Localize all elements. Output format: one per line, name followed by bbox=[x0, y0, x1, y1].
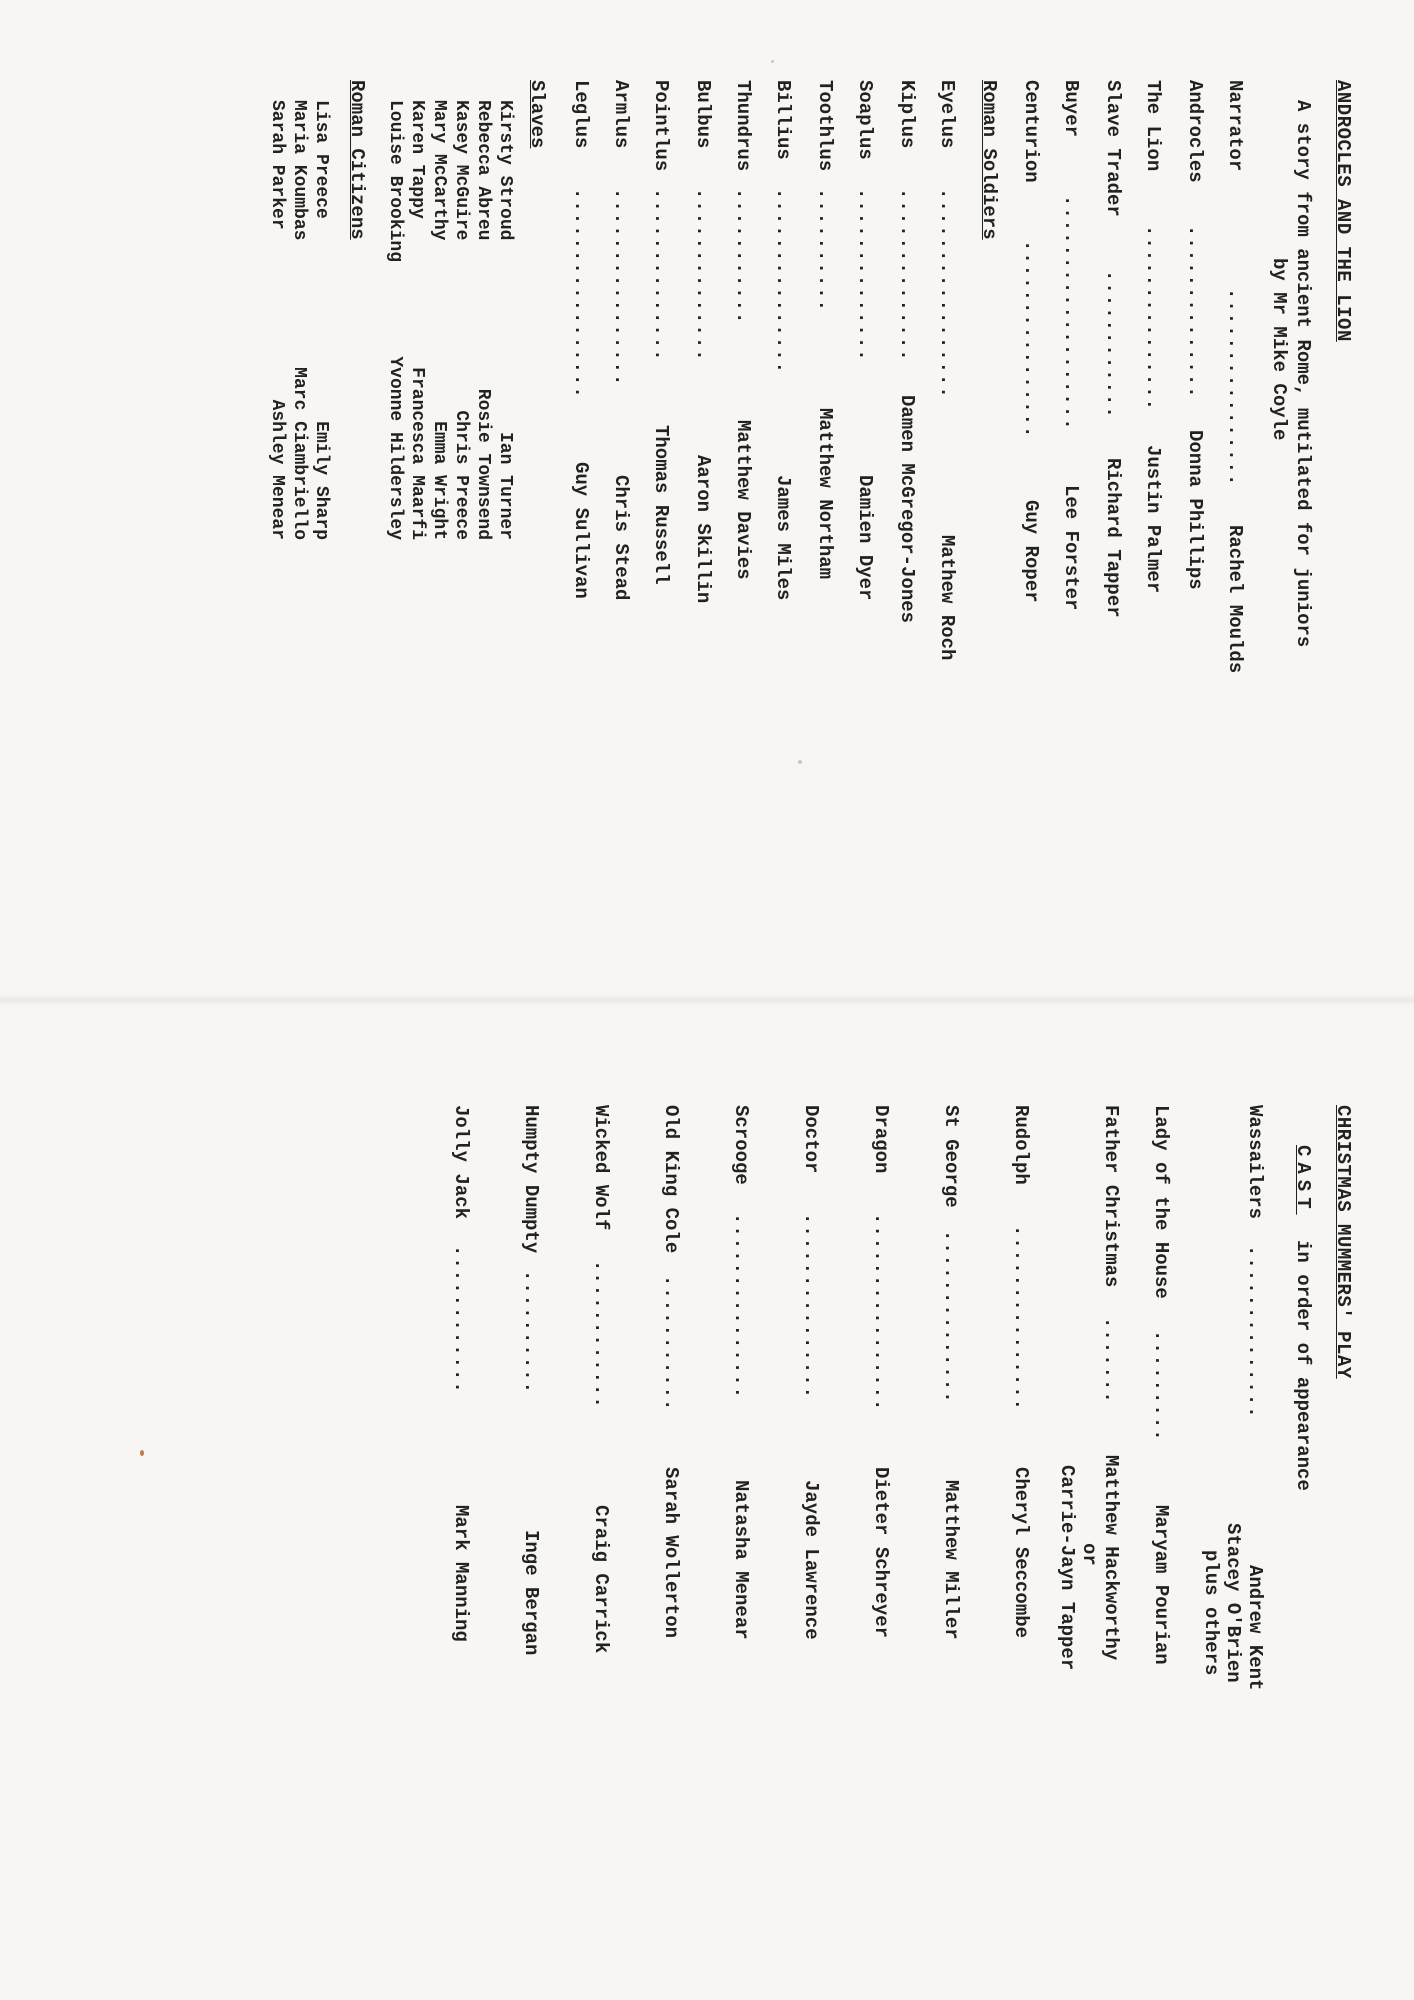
role-name: Father Christmas bbox=[1100, 1105, 1122, 1288]
leader-dots: ............... bbox=[800, 1213, 822, 1400]
leader-dots: ................ bbox=[1020, 240, 1042, 439]
cast-row-androcles bbox=[1178, 80, 1206, 900]
role-name: Armlus bbox=[610, 80, 632, 149]
citizens-list-left bbox=[266, 100, 332, 240]
cast-row-buyer bbox=[1054, 80, 1082, 900]
role-name: Jolly Jack bbox=[450, 1105, 472, 1220]
leader-dots: .......... bbox=[520, 1270, 542, 1395]
cast-row-thundrus bbox=[726, 80, 754, 900]
cast-row-leglus bbox=[564, 80, 592, 900]
list-item: Yvonne Hildersley bbox=[385, 356, 405, 540]
note-text: or bbox=[1078, 1543, 1100, 1566]
actor-name: Lee Forster bbox=[1060, 485, 1082, 611]
leader-dots: ....... bbox=[1100, 1317, 1122, 1404]
cast-row-toothlus bbox=[808, 80, 836, 900]
cast-row-st-george bbox=[934, 1105, 962, 1965]
role-name: Eyelus bbox=[936, 80, 958, 149]
actor-name: Thomas Russell bbox=[650, 425, 672, 585]
slaves-heading: Slaves bbox=[526, 80, 548, 149]
leader-dots: ................ bbox=[1224, 288, 1246, 487]
roman-soldiers-heading: Roman Soldiers bbox=[978, 80, 1000, 240]
role-name: Rudolph bbox=[1010, 1105, 1032, 1185]
actor-name: Rachel Moulds bbox=[1224, 525, 1246, 674]
actor-name: James Miles bbox=[772, 475, 794, 601]
role-name: Slave Trader bbox=[1102, 80, 1124, 217]
leader-dots: ................ bbox=[610, 188, 632, 387]
leader-dots: ........... bbox=[660, 1275, 682, 1412]
cast-label: CAST bbox=[1292, 1145, 1314, 1215]
list-item: Louise Brooking bbox=[385, 100, 405, 263]
list-item: Kirsty Stroud bbox=[495, 100, 515, 241]
actor-name: Guy Roper bbox=[1020, 500, 1042, 603]
actor-name: Mathew Roch bbox=[936, 535, 958, 661]
cast-row-dragon bbox=[864, 1105, 892, 1965]
list-item: Francesca Maarfi bbox=[407, 367, 427, 540]
actor-name: Maryam Pourian bbox=[1150, 1505, 1172, 1665]
cast-row-old-king-cole bbox=[654, 1105, 682, 1965]
cast-row-wassailers-extra bbox=[1194, 1105, 1222, 1965]
androcles-subtitle-line1: A story from ancient Rome, mutilated for juniors bbox=[1292, 100, 1314, 648]
leader-dots: .............. bbox=[692, 188, 714, 362]
cast-row-bulbus bbox=[686, 80, 714, 900]
actor-name: Stacey O'Brien bbox=[1222, 1523, 1244, 1683]
cast-row-centurion bbox=[1014, 80, 1042, 900]
cast-row-billius bbox=[766, 80, 794, 900]
slaves-list-left bbox=[384, 100, 516, 262]
role-name: Kiplus bbox=[896, 80, 918, 149]
cast-row-father-christmas-extra bbox=[1050, 1105, 1078, 1965]
actor-name: Carrie-Jayn Tapper bbox=[1056, 1465, 1078, 1671]
cast-row-kiplus bbox=[890, 80, 918, 900]
actor-name: Chris Stead bbox=[610, 475, 632, 601]
role-name: Narrator bbox=[1224, 80, 1246, 172]
actor-name: Natasha Menear bbox=[730, 1480, 752, 1640]
list-item: Mary McCarthy bbox=[429, 100, 449, 241]
cast-row-jolly-jack bbox=[444, 1105, 472, 1965]
role-name: Billius bbox=[772, 80, 794, 160]
actor-name: Matthew Miller bbox=[940, 1480, 962, 1640]
actor-name: Matthew Northam bbox=[814, 408, 836, 580]
leader-dots: .............. bbox=[1244, 1245, 1266, 1419]
actor-name: Andrew Kent bbox=[1244, 1565, 1266, 1691]
leader-dots: .............. bbox=[1184, 225, 1206, 399]
actor-name: Cheryl Seccombe bbox=[1010, 1467, 1032, 1639]
list-item: Maria Koumbas bbox=[289, 100, 309, 241]
list-item: Emily Sharp bbox=[311, 421, 331, 540]
list-item: Lisa Preece bbox=[311, 100, 331, 219]
slaves-list-right bbox=[384, 340, 516, 540]
role-name: Toothlus bbox=[814, 80, 836, 172]
actor-name: Matthew Hackworthy bbox=[1100, 1455, 1122, 1661]
cast-row-doctor bbox=[794, 1105, 822, 1965]
leader-dots: ............... bbox=[772, 188, 794, 375]
actor-name: Guy Sullivan bbox=[570, 462, 592, 599]
cast-row-wicked-wolf bbox=[584, 1105, 612, 1965]
list-item: Ashley Menear bbox=[267, 399, 287, 540]
role-name: Old King Cole bbox=[660, 1105, 682, 1254]
list-item: Rebecca Abreu bbox=[473, 100, 493, 241]
cast-row-soaplus bbox=[848, 80, 876, 900]
scan-speck bbox=[140, 1450, 144, 1456]
leader-dots: ............ bbox=[1102, 270, 1124, 419]
role-name: St George bbox=[940, 1105, 962, 1208]
cast-subtitle: in order of appearance bbox=[1292, 1240, 1314, 1491]
role-name: Centurion bbox=[1020, 80, 1042, 183]
actor-name: Sarah Wollerton bbox=[660, 1467, 682, 1639]
leader-dots: .............. bbox=[854, 188, 876, 362]
list-item: Sarah Parker bbox=[267, 100, 287, 230]
leader-dots: ................. bbox=[936, 188, 958, 399]
leader-dots: ......... bbox=[1150, 1330, 1172, 1442]
leader-dots: ............... bbox=[730, 1213, 752, 1400]
leader-dots: ................. bbox=[570, 188, 592, 399]
scan-speck bbox=[771, 60, 774, 63]
cast-row-lady-of-the-house bbox=[1144, 1105, 1172, 1965]
actor-name: Matthew Davies bbox=[732, 420, 754, 580]
leader-dots: ........... bbox=[732, 188, 754, 325]
mummers-page bbox=[0, 1000, 1414, 2000]
actor-name: Dieter Schreyer bbox=[870, 1467, 892, 1639]
citizens-list-right bbox=[266, 340, 332, 540]
cast-row-the-lion bbox=[1136, 80, 1164, 900]
role-name: The Lion bbox=[1142, 80, 1164, 172]
list-item: Emma Wright bbox=[429, 421, 449, 540]
leader-dots: ................ bbox=[870, 1213, 892, 1412]
actor-name: Inge Bergan bbox=[520, 1530, 542, 1656]
role-name: Humpty Dumpty bbox=[520, 1105, 542, 1254]
cast-heading bbox=[1292, 1145, 1314, 1491]
role-name: Buyer bbox=[1060, 80, 1082, 138]
actor-name: Donna Phillips bbox=[1184, 430, 1206, 590]
actor-name: Damien Dyer bbox=[854, 475, 876, 601]
actor-name: Justin Palmer bbox=[1142, 445, 1164, 594]
leader-dots: .............. bbox=[940, 1230, 962, 1404]
androcles-subtitle-line2: by Mr Mike Coyle bbox=[1268, 258, 1290, 441]
role-name: Leglus bbox=[570, 80, 592, 149]
cast-row-humpty-dumpty bbox=[514, 1105, 542, 1965]
cast-row-narrator bbox=[1218, 80, 1246, 900]
cast-row-pointlus bbox=[644, 80, 672, 900]
actor-name: Mark Manning bbox=[450, 1505, 472, 1642]
actor-name: Jayde Lawrence bbox=[800, 1480, 822, 1640]
role-name: Doctor bbox=[800, 1105, 822, 1174]
cast-row-armlus bbox=[604, 80, 632, 900]
leader-dots: ............... bbox=[1142, 225, 1164, 412]
actor-name: Damen McGregor-Jones bbox=[896, 395, 918, 624]
actor-name: Craig Carrick bbox=[590, 1505, 612, 1654]
cast-row-slave-trader bbox=[1096, 80, 1124, 900]
role-name: Bulbus bbox=[692, 80, 714, 149]
role-name: Androcles bbox=[1184, 80, 1206, 183]
actor-name: Aaron Skillin bbox=[692, 455, 714, 604]
role-name: Pointlus bbox=[650, 80, 672, 172]
leader-dots: .............. bbox=[896, 188, 918, 362]
list-item: Ian Turner bbox=[495, 431, 515, 540]
leader-dots: ............ bbox=[590, 1260, 612, 1409]
list-item: Marc Ciambriello bbox=[289, 367, 309, 540]
note-text: plus others bbox=[1200, 1550, 1222, 1676]
actor-name: Richard Tapper bbox=[1102, 458, 1124, 618]
leader-dots: ............ bbox=[450, 1245, 472, 1394]
leader-dots: .............. bbox=[650, 188, 672, 362]
leader-dots: ................... bbox=[1060, 195, 1082, 431]
role-name: Wicked Wolf bbox=[590, 1105, 612, 1231]
list-item: Karen Tappy bbox=[407, 100, 427, 219]
role-name: Thundrus bbox=[732, 80, 754, 172]
androcles-title: ANDROCLES AND THE LION bbox=[1332, 80, 1354, 342]
role-name: Dragon bbox=[870, 1105, 892, 1174]
role-name: Lady of the House bbox=[1150, 1105, 1172, 1299]
mummers-title: CHRISTMAS MUMMERS' PLAY bbox=[1332, 1105, 1354, 1379]
cast-row-rudolph bbox=[1004, 1105, 1032, 1965]
cast-row-scrooge bbox=[724, 1105, 752, 1965]
leader-dots: .......... bbox=[814, 188, 836, 313]
scan-speck bbox=[798, 760, 802, 764]
roman-citizens-heading: Roman Citizens bbox=[346, 80, 368, 240]
list-item: Chris Preece bbox=[451, 410, 471, 540]
role-name: Scrooge bbox=[730, 1105, 752, 1185]
list-item: Rosie Townsend bbox=[473, 388, 493, 540]
list-item: Kasey McGuire bbox=[451, 100, 471, 241]
cast-row-eyelus bbox=[930, 80, 958, 900]
role-name: Wassailers bbox=[1244, 1105, 1266, 1220]
role-name: Soaplus bbox=[854, 80, 876, 160]
leader-dots: ............... bbox=[1010, 1225, 1032, 1412]
